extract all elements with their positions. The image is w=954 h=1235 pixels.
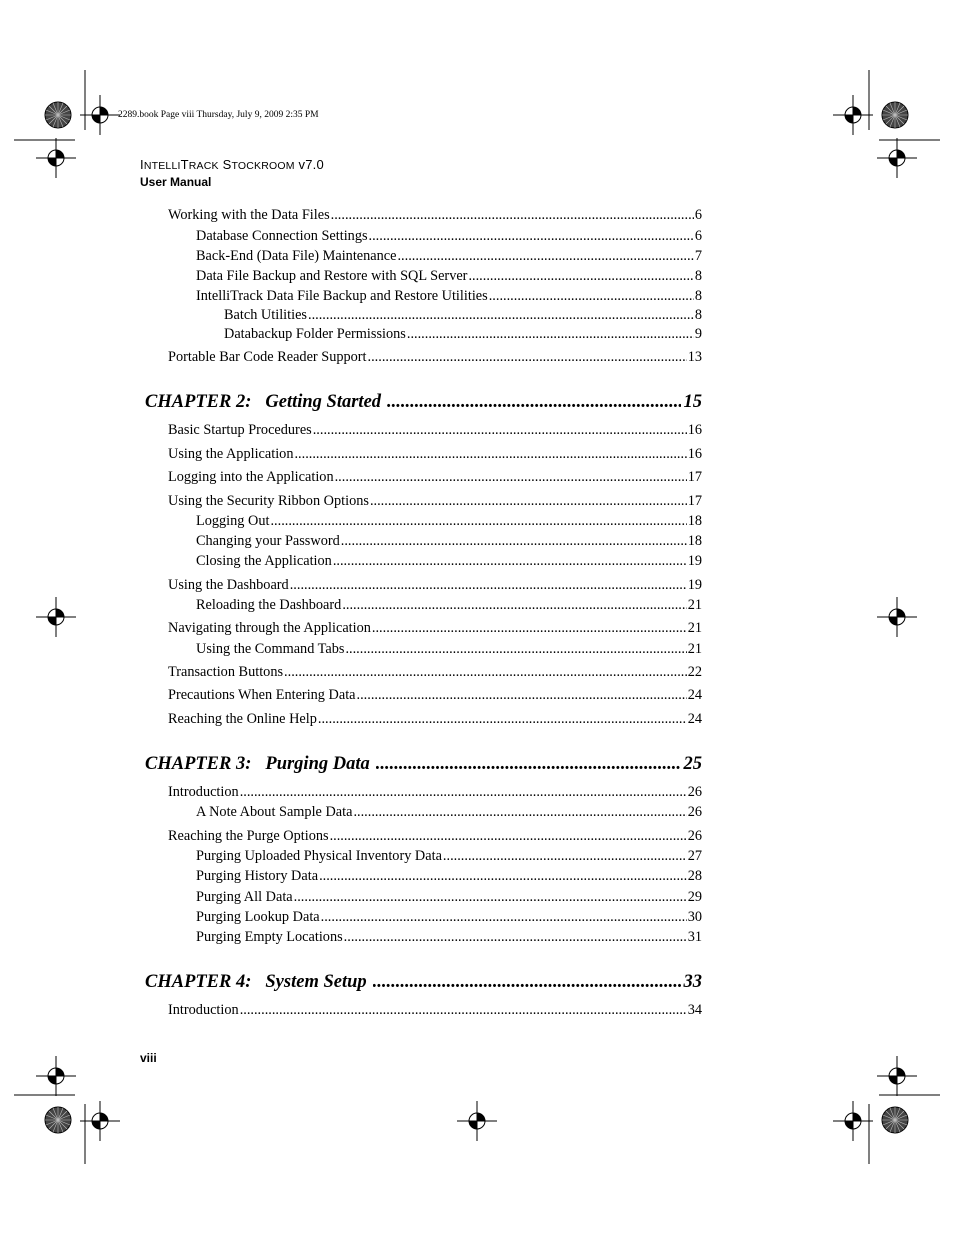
toc-entry-label: Precautions When Entering Data xyxy=(168,687,356,703)
toc-entry-label: IntelliTrack Data File Backup and Restore Utilities xyxy=(196,288,488,304)
toc-entry-label: Introduction xyxy=(168,1002,239,1018)
toc-entry-page: 22 xyxy=(687,664,702,680)
toc-entry-page: 8 xyxy=(694,288,702,304)
dot-leader xyxy=(344,928,687,946)
chapter-page: 33 xyxy=(683,972,702,992)
dot-leader xyxy=(290,576,687,594)
toc-entry-page: 26 xyxy=(687,804,702,820)
toc-entry-page: 29 xyxy=(687,889,702,905)
toc-entry-label: Using the Application xyxy=(168,446,294,462)
dot-leader xyxy=(407,325,694,343)
chapter-number: CHAPTER 4: xyxy=(145,972,252,992)
dot-leader xyxy=(345,640,686,658)
toc-entry-label: Closing the Application xyxy=(196,553,332,569)
toc-entry[interactable] xyxy=(196,640,702,658)
toc-entry[interactable] xyxy=(196,888,702,906)
toc-entry-page: 34 xyxy=(687,1002,702,1018)
dot-leader xyxy=(368,348,687,366)
toc-entry-page: 18 xyxy=(687,533,702,549)
dot-leader xyxy=(468,267,693,285)
toc-entry[interactable] xyxy=(196,803,702,821)
toc-entry-page: 18 xyxy=(687,513,702,529)
dot-leader xyxy=(308,306,694,324)
toc-entry[interactable] xyxy=(168,827,702,845)
toc-entry-label: Logging into the Application xyxy=(168,469,334,485)
dot-leader xyxy=(294,445,686,463)
toc-entry[interactable] xyxy=(224,306,702,324)
dot-leader xyxy=(284,663,687,681)
toc-entry[interactable] xyxy=(196,512,702,530)
title-initial: I xyxy=(140,157,144,172)
toc-entry-page: 28 xyxy=(687,868,702,884)
title-initial: S xyxy=(222,157,232,172)
print-slug: 2289.book Page viii Thursday, July 9, 2009 2:35 PM xyxy=(118,110,319,120)
toc-entry[interactable] xyxy=(196,247,702,265)
toc-entry[interactable] xyxy=(196,867,702,885)
toc-entry-label: Purging All Data xyxy=(196,889,293,905)
toc-entry[interactable] xyxy=(168,686,702,704)
toc-entry-label: Basic Startup Procedures xyxy=(168,422,312,438)
toc-entry-page: 6 xyxy=(694,207,702,223)
dot-leader xyxy=(369,227,694,245)
toc-entry-page: 16 xyxy=(687,446,702,462)
dot-leader xyxy=(357,686,687,704)
toc-entry[interactable] xyxy=(196,287,702,305)
dot-leader xyxy=(313,421,687,439)
toc-entry-label: Reloading the Dashboard xyxy=(196,597,342,613)
toc-entry-page: 21 xyxy=(687,620,702,636)
dot-leader xyxy=(330,827,687,845)
toc-entry-label: Introduction xyxy=(168,784,239,800)
dot-leader xyxy=(319,867,687,885)
toc-entry[interactable] xyxy=(168,468,702,486)
dot-leader xyxy=(333,552,687,570)
toc-entry-page: 24 xyxy=(687,711,702,727)
toc-entry[interactable] xyxy=(168,1001,702,1019)
toc-entry-label: Batch Utilities xyxy=(224,307,307,323)
dot-leader xyxy=(321,908,687,926)
toc-entry-label: Portable Bar Code Reader Support xyxy=(168,349,367,365)
toc-entry-label: Using the Command Tabs xyxy=(196,641,345,657)
toc-entry-page: 27 xyxy=(687,848,702,864)
toc-entry-page: 17 xyxy=(687,493,702,509)
chapter-title: System Setup xyxy=(265,972,367,992)
chapter-number: CHAPTER 3: xyxy=(145,754,252,774)
toc-entry-page: 17 xyxy=(687,469,702,485)
toc-entry[interactable] xyxy=(168,576,702,594)
toc-entry-label: Purging Lookup Data xyxy=(196,909,320,925)
toc-entry-page: 19 xyxy=(687,553,702,569)
dot-leader xyxy=(372,619,687,637)
toc-entry-label: Logging Out xyxy=(196,513,270,529)
toc-entry[interactable] xyxy=(168,663,702,681)
page-number: viii xyxy=(140,1051,157,1065)
toc-entry-label: Using the Dashboard xyxy=(168,577,289,593)
toc-entry-page: 31 xyxy=(687,929,702,945)
toc-entry-page: 26 xyxy=(687,784,702,800)
toc-entry[interactable] xyxy=(168,206,702,224)
chapter-heading[interactable] xyxy=(145,752,702,776)
chapter-title: Purging Data xyxy=(265,754,370,774)
toc-entry[interactable] xyxy=(224,325,702,343)
toc-entry-page: 26 xyxy=(687,828,702,844)
toc-entry-label: Data File Backup and Restore with SQL Server xyxy=(196,268,468,284)
title-smallcaps: TOCKROOM xyxy=(231,160,295,172)
title-initial: T xyxy=(180,157,189,172)
toc-entry[interactable] xyxy=(168,783,702,801)
toc-entry-label: Reaching the Online Help xyxy=(168,711,317,727)
chapter-heading[interactable] xyxy=(145,970,702,994)
dot-leader xyxy=(373,970,681,994)
toc-entry-page: 19 xyxy=(687,577,702,593)
running-header-subtitle: User Manual xyxy=(140,175,212,189)
dot-leader xyxy=(331,206,694,224)
toc-entry-page: 9 xyxy=(694,326,702,342)
toc-entry-label: A Note About Sample Data xyxy=(196,804,353,820)
toc-entry[interactable] xyxy=(168,421,702,439)
toc-entry-page: 21 xyxy=(687,641,702,657)
toc-entry[interactable] xyxy=(168,710,702,728)
toc-entry[interactable] xyxy=(168,445,702,463)
toc-entry-label: Working with the Data Files xyxy=(168,207,330,223)
toc-entry[interactable] xyxy=(196,267,702,285)
toc-entry[interactable] xyxy=(196,928,702,946)
dot-leader xyxy=(370,492,687,510)
toc-entry-label: Transaction Buttons xyxy=(168,664,284,680)
toc-entry-page: 7 xyxy=(694,248,702,264)
toc-entry[interactable] xyxy=(168,492,702,510)
toc-entry-label: Back-End (Data File) Maintenance xyxy=(196,248,397,264)
toc-entry-label: Changing your Password xyxy=(196,533,340,549)
chapter-number: CHAPTER 2: xyxy=(145,392,252,412)
dot-leader xyxy=(341,532,687,550)
toc-entry-page: 24 xyxy=(687,687,702,703)
dot-leader xyxy=(240,783,687,801)
dot-leader xyxy=(240,1001,687,1019)
dot-leader xyxy=(489,287,694,305)
chapter-title: Getting Started xyxy=(265,392,382,412)
toc-entry[interactable] xyxy=(196,532,702,550)
toc-entry-page: 8 xyxy=(694,307,702,323)
toc-entry[interactable] xyxy=(196,552,702,570)
toc-entry[interactable] xyxy=(168,348,702,366)
toc-entry-label: Using the Security Ribbon Options xyxy=(168,493,369,509)
title-smallcaps: NTELLI xyxy=(143,160,181,172)
toc-entry-page: 8 xyxy=(694,268,702,284)
toc-entry-page: 13 xyxy=(687,349,702,365)
toc-entry[interactable] xyxy=(168,619,702,637)
chapter-page: 25 xyxy=(683,754,702,774)
toc-entry[interactable] xyxy=(196,596,702,614)
dot-leader xyxy=(397,247,693,265)
dot-leader xyxy=(294,888,687,906)
dot-leader xyxy=(335,468,687,486)
toc-entry-label: Database Connection Settings xyxy=(196,228,368,244)
toc-entry-label: Databackup Folder Permissions xyxy=(224,326,406,342)
dot-leader xyxy=(443,847,687,865)
toc-entry-page: 30 xyxy=(687,909,702,925)
toc-entry-label: Reaching the Purge Options xyxy=(168,828,329,844)
chapter-heading[interactable] xyxy=(145,390,702,414)
toc-entry-page: 16 xyxy=(687,422,702,438)
toc-entry[interactable] xyxy=(196,847,702,865)
dot-leader xyxy=(318,710,687,728)
chapter-page: 15 xyxy=(683,392,702,412)
toc-entry-label: Purging Uploaded Physical Inventory Data xyxy=(196,848,442,864)
dot-leader xyxy=(342,596,686,614)
toc-entry-label: Navigating through the Application xyxy=(168,620,371,636)
toc-entry-page: 6 xyxy=(694,228,702,244)
dot-leader xyxy=(353,803,686,821)
toc-entry[interactable] xyxy=(196,908,702,926)
toc-entry-label: Purging History Data xyxy=(196,868,319,884)
dot-leader xyxy=(376,752,681,776)
title-version: v7.0 xyxy=(298,157,324,172)
dot-leader xyxy=(270,512,686,530)
dot-leader xyxy=(387,390,680,414)
toc-entry-label: Purging Empty Locations xyxy=(196,929,343,945)
title-smallcaps: RACK xyxy=(188,160,219,172)
toc-entry[interactable] xyxy=(196,227,702,245)
toc-entry-page: 21 xyxy=(687,597,702,613)
